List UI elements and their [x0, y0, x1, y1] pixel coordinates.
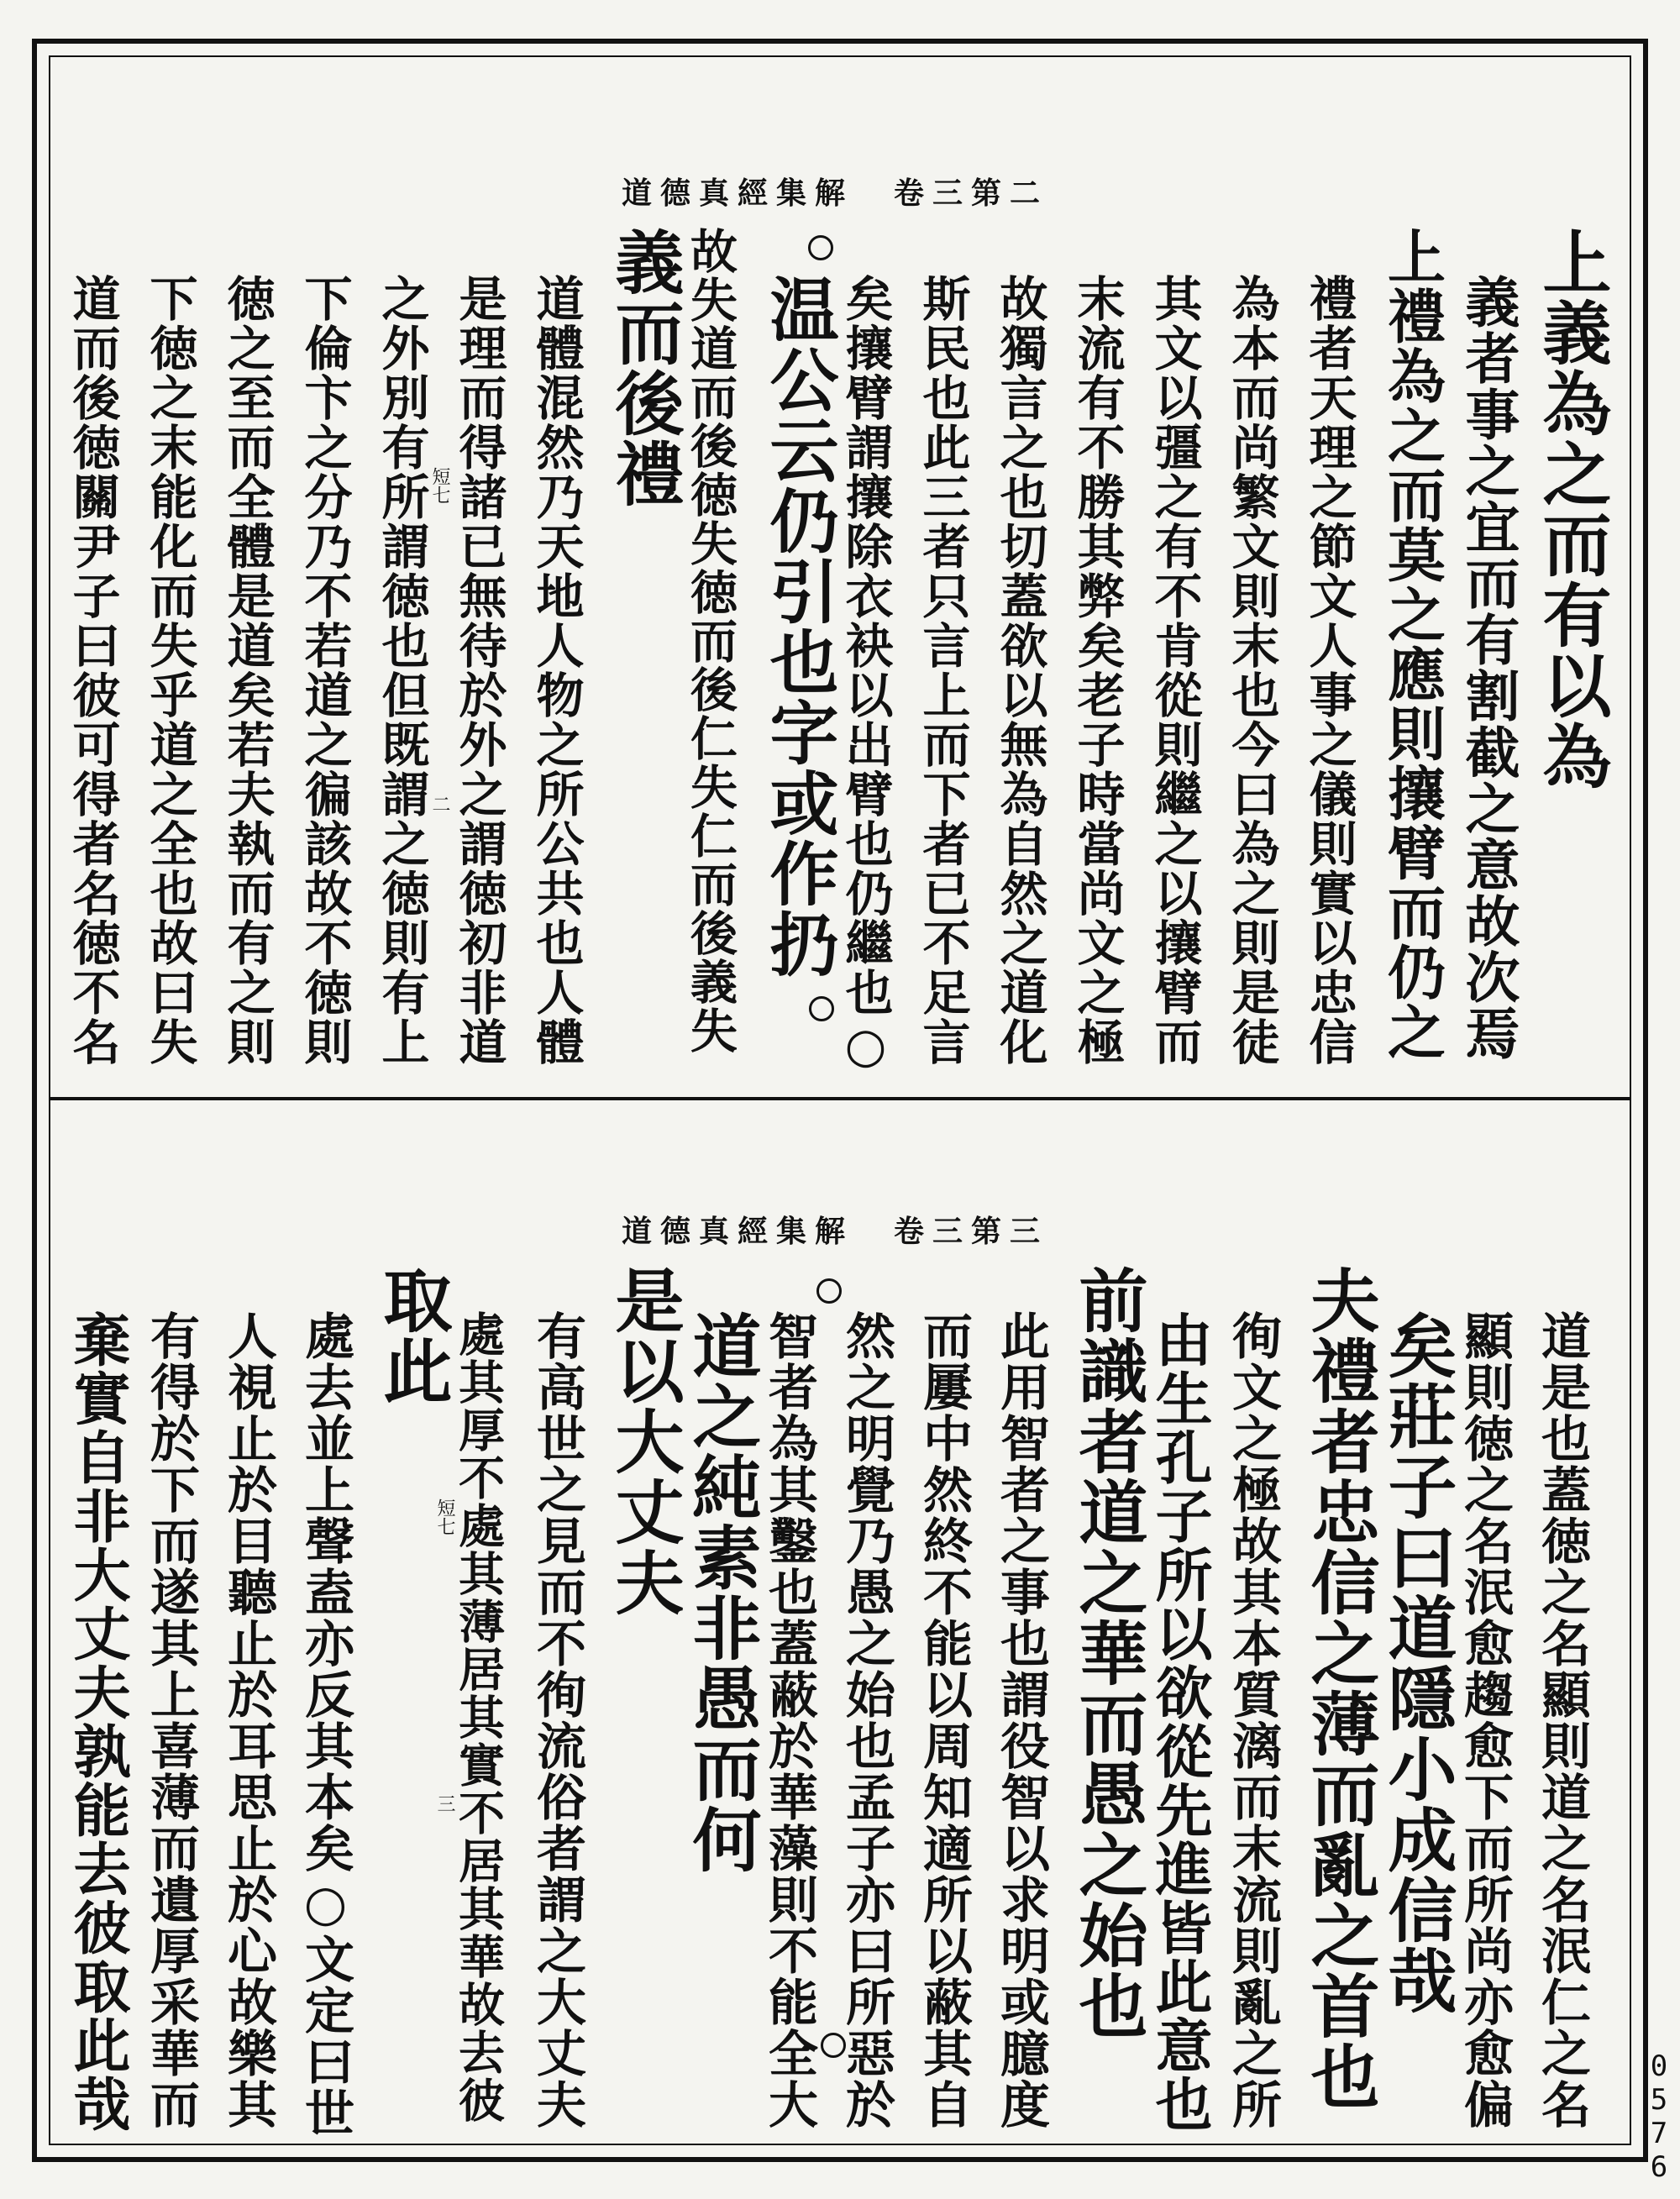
lower-column: 人視止於目聽止於耳思止於心故樂其	[219, 1310, 277, 2130]
upper-column: 徳之至而全體是道矣若夫執而有之則	[219, 274, 276, 1067]
lower-column: 顯則徳之名泯愈趨愈下而所尚亦愈偏	[1456, 1310, 1514, 2130]
upper-column: 義而後禮	[604, 227, 685, 509]
lower-header-title: 道德真經集解	[622, 1214, 854, 1249]
upper-circle-marker-1	[808, 235, 833, 260]
lower-column: 而屢中然終不能以周知適所以蔽其自	[915, 1310, 973, 2130]
lower-column: 前識者道之華而愚之始也	[1068, 1265, 1148, 2041]
upper-column: 上禮為之而莫之應則攘臂而仍之	[1378, 227, 1446, 1062]
lower-column: 有得於下而遂其上喜薄而遺厚采華而	[142, 1310, 200, 2130]
lower-column: 徇文之極故其本質漓而末流則亂之所	[1224, 1310, 1282, 2130]
upper-column: 道體混然乃天地人物之所公共也人體	[528, 274, 585, 1067]
lower-header-volume: 卷三第三	[894, 1214, 1049, 1249]
lower-header	[622, 1208, 1048, 1251]
lower-column: 是以大丈夫	[604, 1265, 685, 1618]
lower-column: 道是也蓋徳之名顯則道之名泯仁之名	[1533, 1310, 1591, 2130]
upper-column: 禮者天理之節文人事之儀則實以忠信	[1301, 274, 1357, 1067]
lower-column: 矣莊子曰道隱小成信哉	[1377, 1310, 1457, 2016]
upper-column: 温公云仍引也字或作扔	[759, 274, 839, 979]
lower-column: 有高世之見而不徇流俗者謂之大丈夫	[528, 1310, 586, 2130]
upper-note-number: 二	[429, 795, 450, 813]
upper-column: 義者事之宜而有割截之意故次焉	[1456, 274, 1520, 1062]
upper-note-short: 短七	[429, 467, 450, 504]
lower-column: 棄實自非大丈夫孰能去彼取此哉	[64, 1310, 131, 2133]
lower-column: 夫禮者忠信之薄而亂之首也	[1299, 1265, 1380, 2112]
upper-header-title: 道德真經集解	[622, 176, 854, 211]
lower-note-short: 短七	[434, 1498, 455, 1535]
lower-column: 由生孔子所以欲從先進皆此意也	[1146, 1310, 1213, 2133]
lower-note-number: 三	[434, 1794, 455, 1813]
page-number: 0576	[1642, 2049, 1676, 2184]
lower-column: 然之明覺乃愚之始也孟子亦曰所惡於	[837, 1310, 895, 2130]
upper-column: 矣攘臂謂攘除衣袂以出臂也仍繼也○	[837, 274, 894, 1075]
upper-column: 故失道而後徳失徳而後仁失仁而後義失	[683, 227, 738, 1055]
upper-column: 道而後徳關尹子曰彼可得者名徳不名	[65, 274, 121, 1067]
lower-column: 智者為其鑿也蓋蔽於華藻則不能全大	[760, 1310, 818, 2130]
page-divider	[49, 1097, 1631, 1100]
upper-header	[622, 170, 1048, 213]
upper-column: 故獨言之也切蓋欲以無為自然之道化	[992, 274, 1048, 1067]
upper-circle-marker-2	[809, 996, 834, 1021]
upper-column: 為本而尚繁文則末也今曰為之則是徒	[1224, 274, 1280, 1067]
upper-column: 之外別有所謂徳也但既謂之徳則有上	[374, 274, 430, 1067]
upper-column: 上義為之而有以為	[1531, 227, 1612, 791]
upper-column: 是理而得諸已無待於外之謂徳初非道	[451, 274, 507, 1067]
upper-column: 末流有不勝其弊矣老子時當尚文之極	[1069, 274, 1126, 1067]
upper-column: 下倫卞之分乃不若道之徧該故不徳則	[297, 274, 353, 1067]
upper-column: 其文以彊之有不肯從則繼之以攘臂而	[1147, 274, 1203, 1067]
lower-circle-marker-1	[816, 1278, 842, 1304]
lower-column: 道之純素非愚而何	[681, 1310, 762, 1875]
lower-column: 此用智者之事也謂役智以求明或臆度	[992, 1310, 1050, 2130]
upper-header-volume: 卷三第二	[894, 176, 1049, 211]
upper-column: 下徳之末能化而失乎道之全也故曰失	[142, 274, 198, 1067]
lower-column: 取此	[372, 1265, 453, 1406]
lower-circle-marker-2	[821, 2033, 846, 2058]
upper-column: 斯民也此三者只言上而下者已不足言	[915, 274, 971, 1067]
lower-column: 處其厚不處其薄居其實不居其華故去彼	[451, 1310, 506, 2124]
lower-column: 處去並上聲盍亦反其本矣○文定曰世	[297, 1310, 354, 2139]
